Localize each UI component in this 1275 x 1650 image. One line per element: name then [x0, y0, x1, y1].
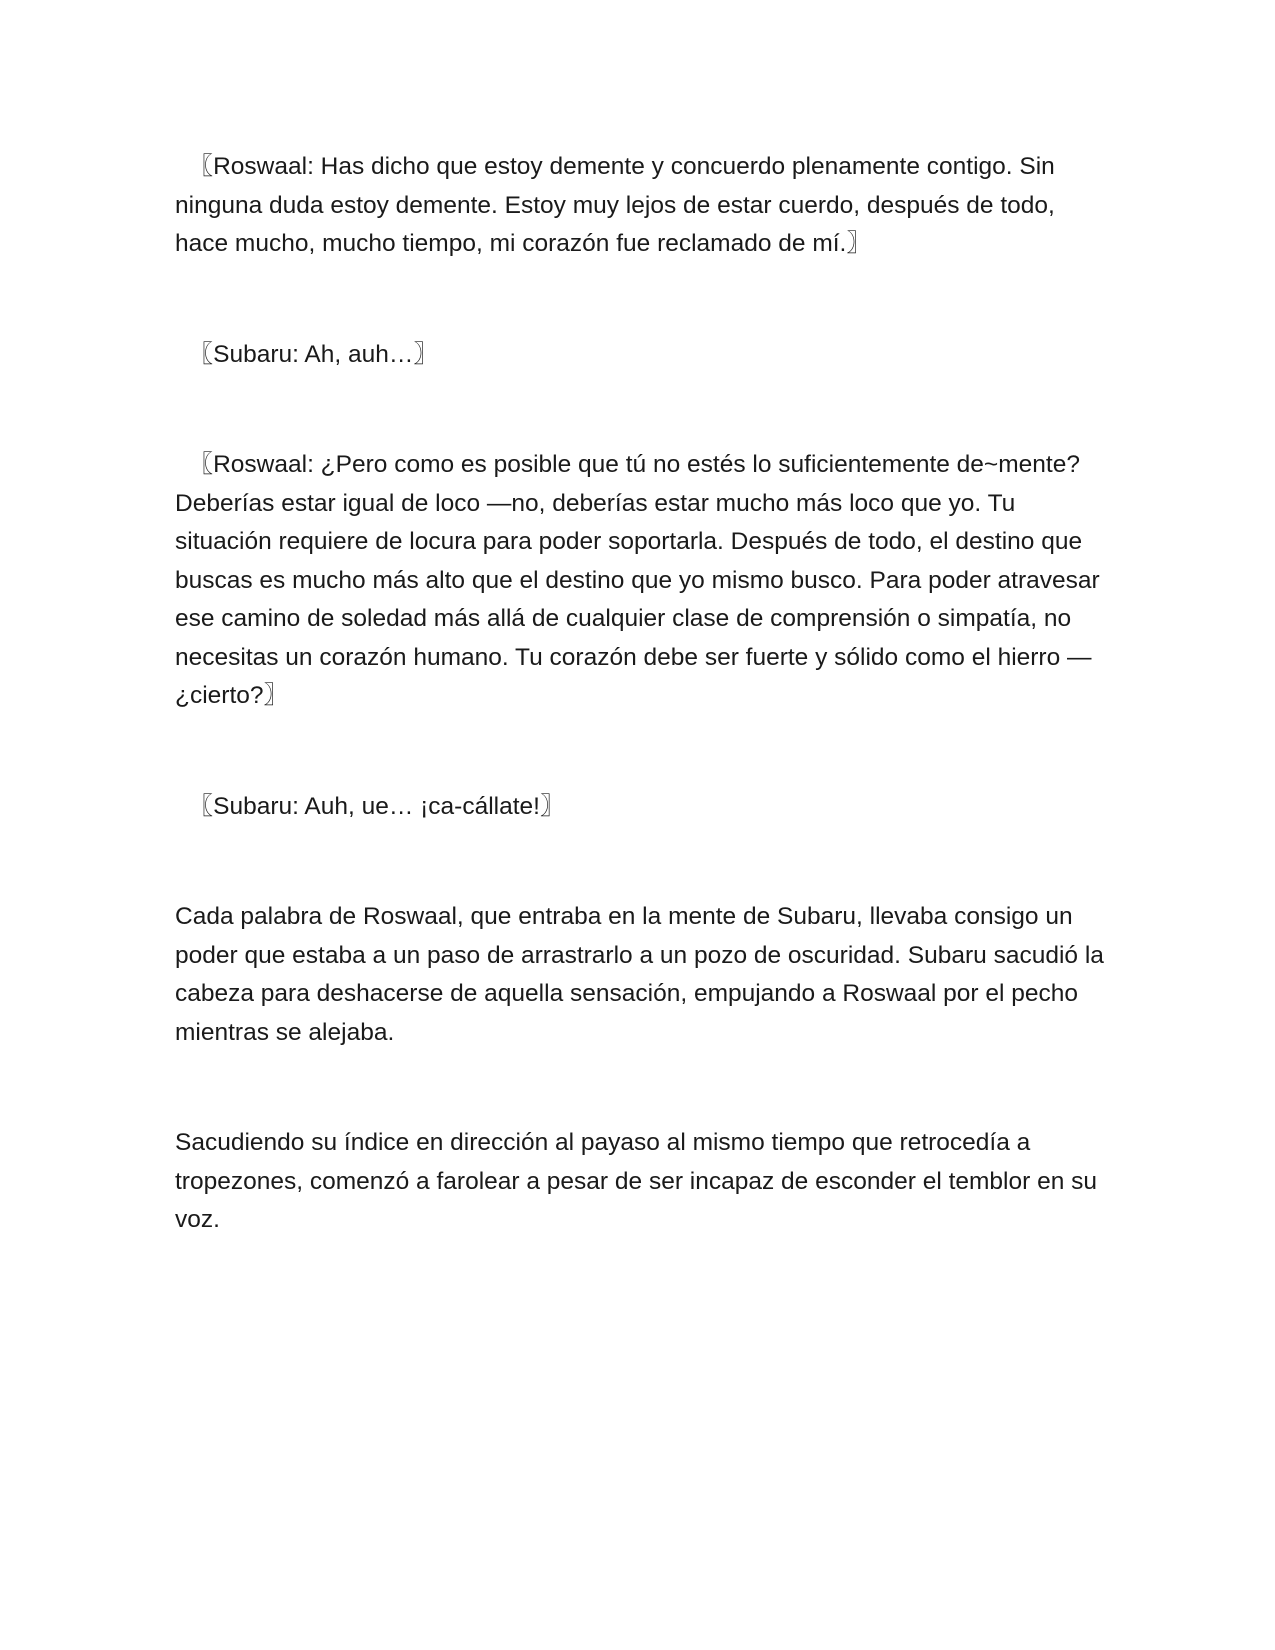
narration-paragraph-1: Cada palabra de Roswaal, que entraba en la mente de Subaru, llevaba consigo un poder que estaba a un paso de arrastrarlo a un pozo de oscuridad. Subaru sacudió la cabeza para deshacerse de aquella sensación, empujando a Roswaal por el pecho mientras se alejaba. — [175, 903, 1104, 1046]
dialogue-paragraph-subaru-2: 〖Subaru: Auh, ue… ¡ca-cállate!〗 — [175, 792, 565, 820]
dialogue-paragraph-roswaal-1: 〖Roswaal: Has dicho que estoy demente y concuerdo plenamente contigo. Sin ninguna duda estoy demente. Estoy muy lejos de estar cuerdo, después de todo, hace mucho, mucho tiempo, mi corazón fue reclamado de mí.〗 — [175, 153, 1055, 257]
dialogue-paragraph-roswaal-2: 〖Roswaal: ¿Pero como es posible que tú no estés lo suficientemente de~mente? Deberías estar igual de loco —no, deberías estar mucho más loco que yo. Tu situación requiere de locura para poder soportarla. Después de todo, el destino que buscas es mucho más alto que el destino que yo mismo busco. Para poder atravesar ese camino de soledad más allá de cualquier clase de comprensión o simpatía, no necesitas un corazón humano. Tu corazón debe ser fuerte y sólido como el hierro —¿cierto?〗 — [175, 451, 1100, 709]
document-body — [175, 148, 1105, 1240]
dialogue-paragraph-subaru-1: 〖Subaru: Ah, auh…〗 — [175, 340, 438, 368]
narration-paragraph-2: Sacudiendo su índice en dirección al payaso al mismo tiempo que retrocedía a tropezones, comenzó a farolear a pesar de ser incapaz de esconder el temblor en su voz. — [175, 1129, 1098, 1233]
